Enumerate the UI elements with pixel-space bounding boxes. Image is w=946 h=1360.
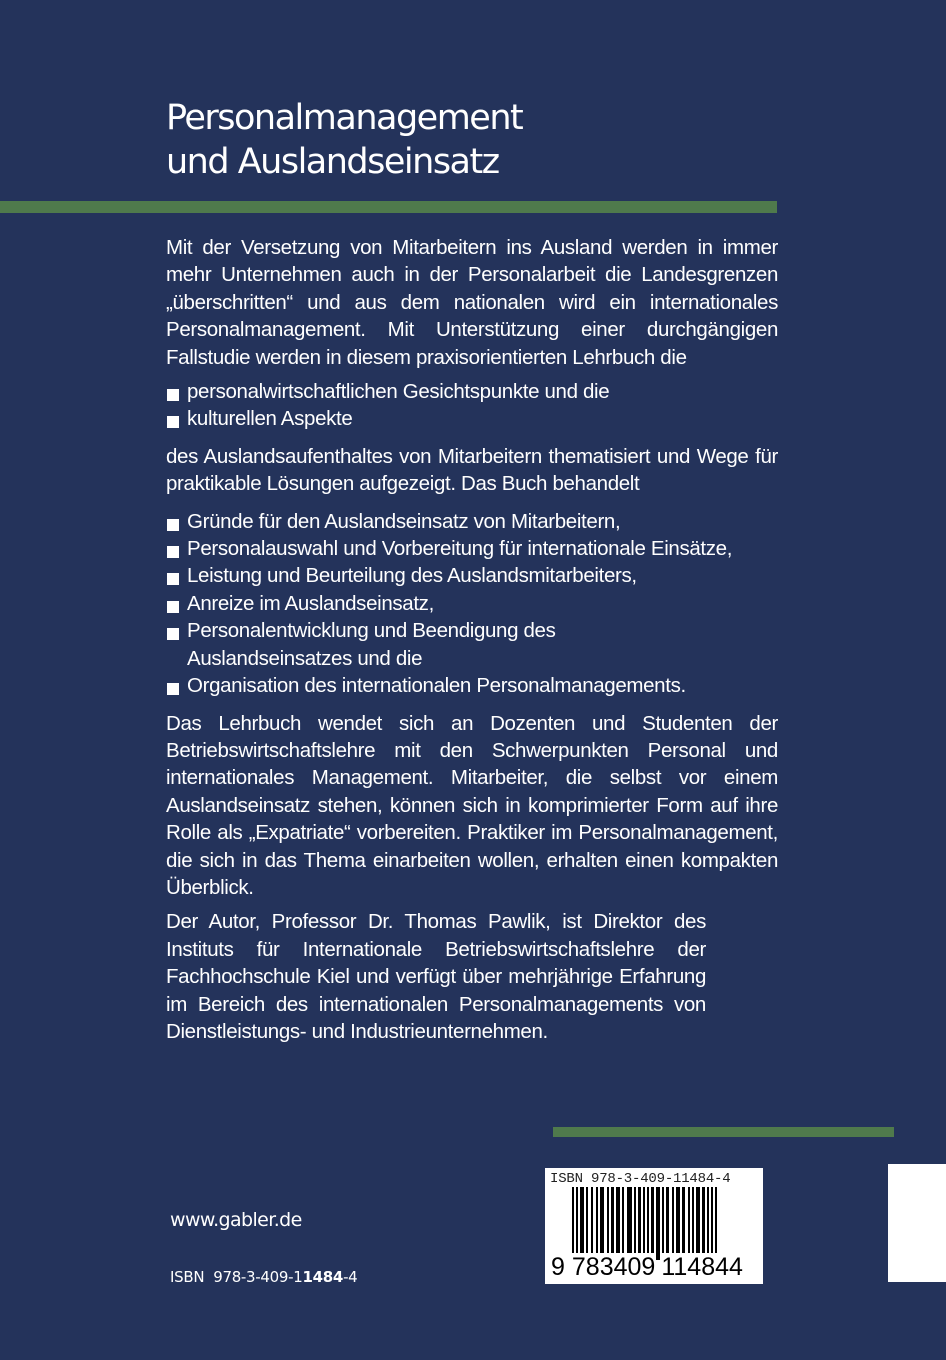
audience-paragraph: Das Lehrbuch wendet sich an Dozenten und Studenten der Betriebswirtschaftslehre mit den Schwerpunkten Personal und internationales Management. Mitarbeiter, die selbst vor einem Auslandseinsatz stehen, können sich in komprimierter Form auf ihre Rolle als „Expatriate“ vorbereiten. Praktiker im Personalmanagement, die sich in das Thema einarbeiten wollen, erhalten einen kompakten Überblick. [166,711,778,899]
list-item: Personalauswahl und Vorbereitung für internationale Einsätze, [166,535,747,562]
barcode-isbn-text: ISBN 978-3-409-11484-4 [550,1171,731,1187]
book-title [166,96,522,184]
square-bullet-icon [167,416,179,428]
blurb [166,234,778,1045]
square-bullet-icon [167,546,179,558]
book-title-line1: Personalmanagement [166,98,523,138]
square-bullet-icon [167,683,179,695]
green-divider-top [0,201,777,213]
list-item: Organisation des internationalen Personalmanagements. [166,672,778,699]
list-item: kulturellen Aspekte [166,405,778,432]
green-divider-bottom [553,1127,894,1137]
barcode-digits: 9 783409 114844 [551,1253,743,1281]
square-bullet-icon [167,519,179,531]
isbn-line: ISBN 978-3-409-11484-4 [170,1268,358,1286]
square-bullet-icon [167,628,179,640]
topics-list [166,508,778,700]
list-item: personalwirtschaftlichen Gesichtspunkte und die [166,378,778,405]
square-bullet-icon [167,573,179,585]
book-title-line2: und Auslandseinsatz [166,142,499,182]
square-bullet-icon [167,389,179,401]
list-item: Personalentwicklung und Beendigung des Auslandseinsatzes und die [166,617,657,672]
middle-paragraph: des Auslandsaufenthaltes von Mitarbeitern thematisiert und Wege für praktikable Lösungen aufgezeigt. Das Buch behandelt [166,444,778,496]
aspects-list [166,378,778,433]
price-label-area [888,1164,946,1282]
list-item: Anreize im Auslandseinsatz, [166,590,778,617]
list-item: Leistung und Beurteilung des Auslandsmitarbeiters, [166,562,778,589]
publisher-website: www.gabler.de [170,1209,302,1231]
author-paragraph: Der Autor, Professor Dr. Thomas Pawlik, ist Direktor des Instituts für Internationale Betriebswirtschaftslehre der Fachhochschule Kiel und verfügt über mehrjährige Erfahrung im Bereich des internationalen Personalmanagements von Dienstleistungs- und Industrieunternehmen. [166,910,706,1043]
list-item: Gründe für den Auslandseinsatz von Mitarbeitern, [166,508,778,535]
square-bullet-icon [167,601,179,613]
isbn-barcode [545,1168,763,1284]
intro-paragraph: Mit der Versetzung von Mitarbeitern ins Ausland werden in immer mehr Unternehmen auch in der Personalarbeit die Landesgrenzen „überschritten“ und aus dem nationalen wird ein internationales Personalmanagement. Mit Unterstützung einer durchgängigen Fallstudie werden in diesem praxisorientierten Lehrbuch die [166,236,778,369]
